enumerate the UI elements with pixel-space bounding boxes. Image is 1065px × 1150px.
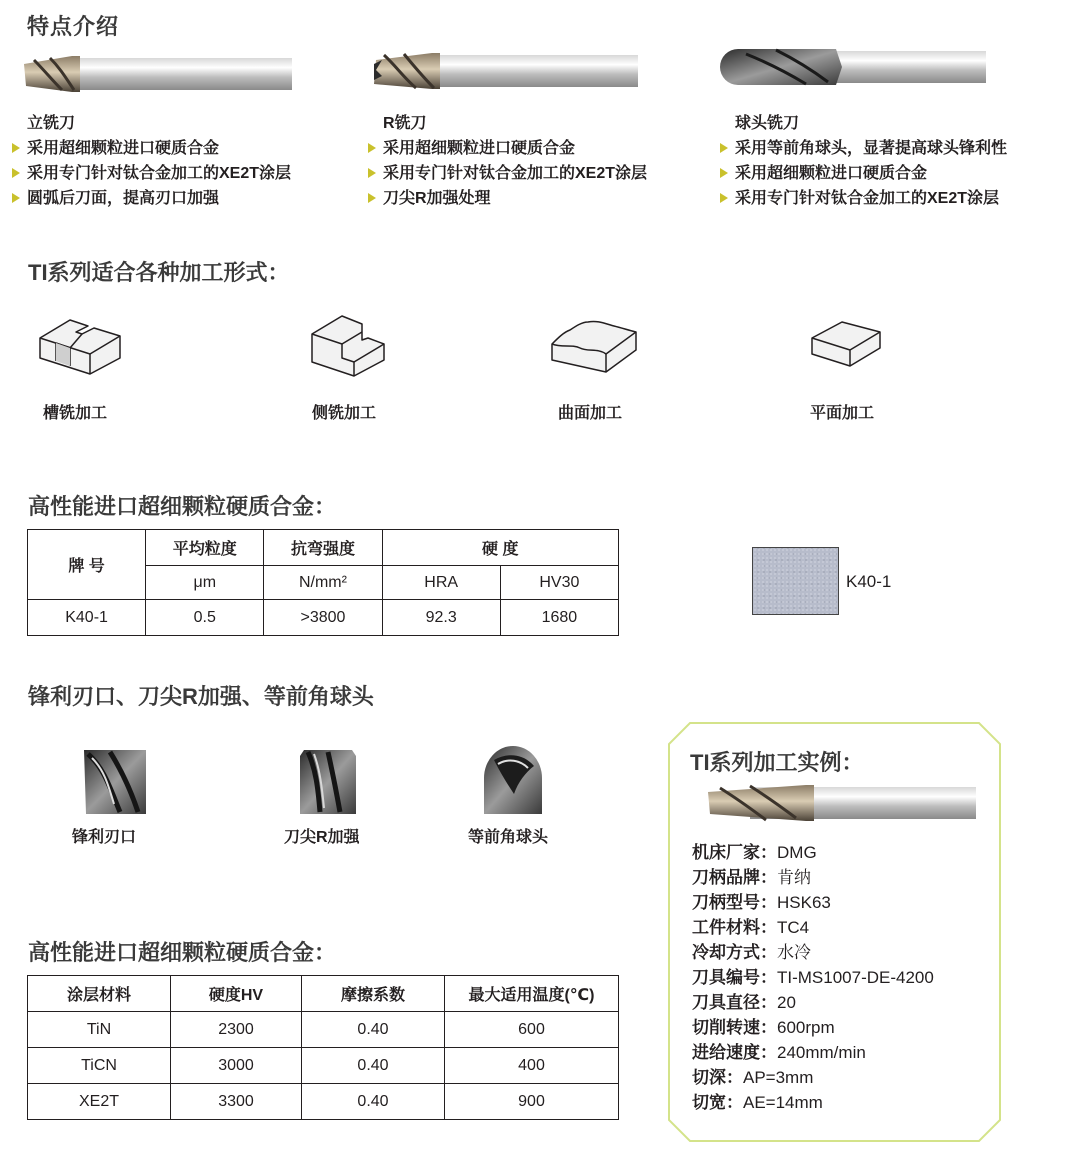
spec-line: 刀具直径：20 [692,993,796,1012]
table-cell: TiCN [28,1048,171,1084]
table-cell: 900 [445,1084,619,1120]
coating-header-temp: 最大适用温度(℃) [445,976,619,1012]
spec-line: 冷却方式：水冷 [692,943,811,962]
table-cell: 2300 [171,1012,302,1048]
slot-milling-icon [36,314,126,376]
table-cell: XE2T [28,1084,171,1120]
table-cell: 3000 [171,1048,302,1084]
bullet-arrow-icon [12,168,20,178]
coating-header-friction: 摩擦系数 [302,976,445,1012]
feature-name: 球头铣刀 [735,115,800,132]
table-cell: 400 [445,1048,619,1084]
processing-title: TI系列适合各种加工形式： [28,260,290,285]
spec-line: 切深：AP=3mm [692,1068,814,1087]
table-cell: 600 [445,1012,619,1048]
ball-mill-image [716,46,986,86]
hv-header: HV30 [500,566,618,600]
sharp-edge-label: 锋利刃口 [72,829,137,846]
feature-item: 采用等前角球头，显著提高球头锋利性 [720,136,1065,161]
feature-item: 圆弧后刀面，提高刃口加强 [12,186,357,211]
feature-item: 采用超细颗粒进口硬质合金 [720,161,1065,186]
table-cell: 0.40 [302,1084,445,1120]
table-cell: 3300 [171,1084,302,1120]
alloy-table [27,529,619,636]
feature-item: 采用专门针对钛合金加工的XE2T涂层 [12,161,357,186]
bullet-arrow-icon [720,168,728,178]
ball-nose-label: 等前角球头 [468,829,549,846]
feature-item: 采用超细颗粒进口硬质合金 [368,136,713,161]
features-title: 特点介绍 [27,14,120,39]
sharp-edge-image [80,744,150,816]
ball-nose-image [478,742,548,816]
brand-cell: K40-1 [28,600,146,636]
feature-column-end-mill [12,112,357,211]
coating-table [27,975,619,1120]
hra-header: HRA [382,566,500,600]
table-row [28,1012,619,1048]
edge-title: 锋利刃口、刀尖R加强、等前角球头 [28,684,374,709]
table-cell: TiN [28,1012,171,1048]
slot-milling-label: 槽铣加工 [43,405,108,422]
table-cell: 0.40 [302,1012,445,1048]
spec-line: 切削转速：600rpm [692,1018,835,1037]
r-edge-label: 刀尖R加强 [284,829,360,846]
r-mill-image [370,50,638,90]
feature-item: 刀尖R加强处理 [368,186,713,211]
table-row [28,1048,619,1084]
grain-header: 平均粒度 [146,530,264,566]
grain-unit: μm [146,566,264,600]
spec-line: 切宽：AE=14mm [692,1093,823,1112]
material-sample-label: K40-1 [846,572,892,591]
case-study-panel [668,722,1001,1142]
alloy-title: 高性能进口超细颗粒硬质合金： [28,494,337,519]
coating-title: 高性能进口超细颗粒硬质合金： [28,940,337,965]
material-sample-swatch [752,547,839,615]
feature-column-ball-mill [720,112,1065,211]
table-cell: 0.40 [302,1048,445,1084]
strength-header: 抗弯强度 [264,530,382,566]
coating-header-material: 涂层材料 [28,976,171,1012]
face-milling-icon [806,318,886,374]
spec-line: 刀柄品牌：肯纳 [692,868,811,887]
case-study-tool-image [706,782,976,824]
brand-header: 牌 号 [28,530,146,600]
spec-line: 工件材料：TC4 [692,918,810,937]
hv-cell: 1680 [500,600,618,636]
bullet-arrow-icon [12,143,20,153]
bullet-arrow-icon [368,143,376,153]
spec-line: 刀柄型号：HSK63 [692,893,831,912]
spec-line: 刀具编号：TI-MS1007-DE-4200 [692,968,934,987]
hra-cell: 92.3 [382,600,500,636]
feature-item: 采用超细颗粒进口硬质合金 [12,136,357,161]
case-study-specs [692,840,934,1115]
spec-line: 机床厂家：DMG [692,843,817,862]
feature-item: 采用专门针对钛合金加工的XE2T涂层 [368,161,713,186]
surface-milling-label: 曲面加工 [558,405,623,422]
surface-milling-icon [548,316,640,376]
feature-name: 立铣刀 [27,115,76,132]
grain-cell: 0.5 [146,600,264,636]
bullet-arrow-icon [720,193,728,203]
bullet-arrow-icon [720,143,728,153]
feature-name: R铣刀 [383,115,427,132]
bullet-arrow-icon [12,193,20,203]
r-edge-image [294,744,362,816]
strength-unit: N/mm² [264,566,382,600]
side-milling-icon [306,312,390,378]
hardness-header: 硬 度 [382,530,618,566]
bullet-arrow-icon [368,193,376,203]
strength-cell: >3800 [264,600,382,636]
feature-item: 采用专门针对钛合金加工的XE2T涂层 [720,186,1065,211]
case-study-title: TI系列加工实例： [690,750,864,775]
side-milling-label: 侧铣加工 [312,405,377,422]
feature-column-r-mill [368,112,713,211]
spec-line: 进给速度：240mm/min [692,1043,866,1062]
table-row [28,1084,619,1120]
bullet-arrow-icon [368,168,376,178]
end-mill-image [22,54,292,94]
coating-header-hardness: 硬度HV [171,976,302,1012]
face-milling-label: 平面加工 [810,405,875,422]
